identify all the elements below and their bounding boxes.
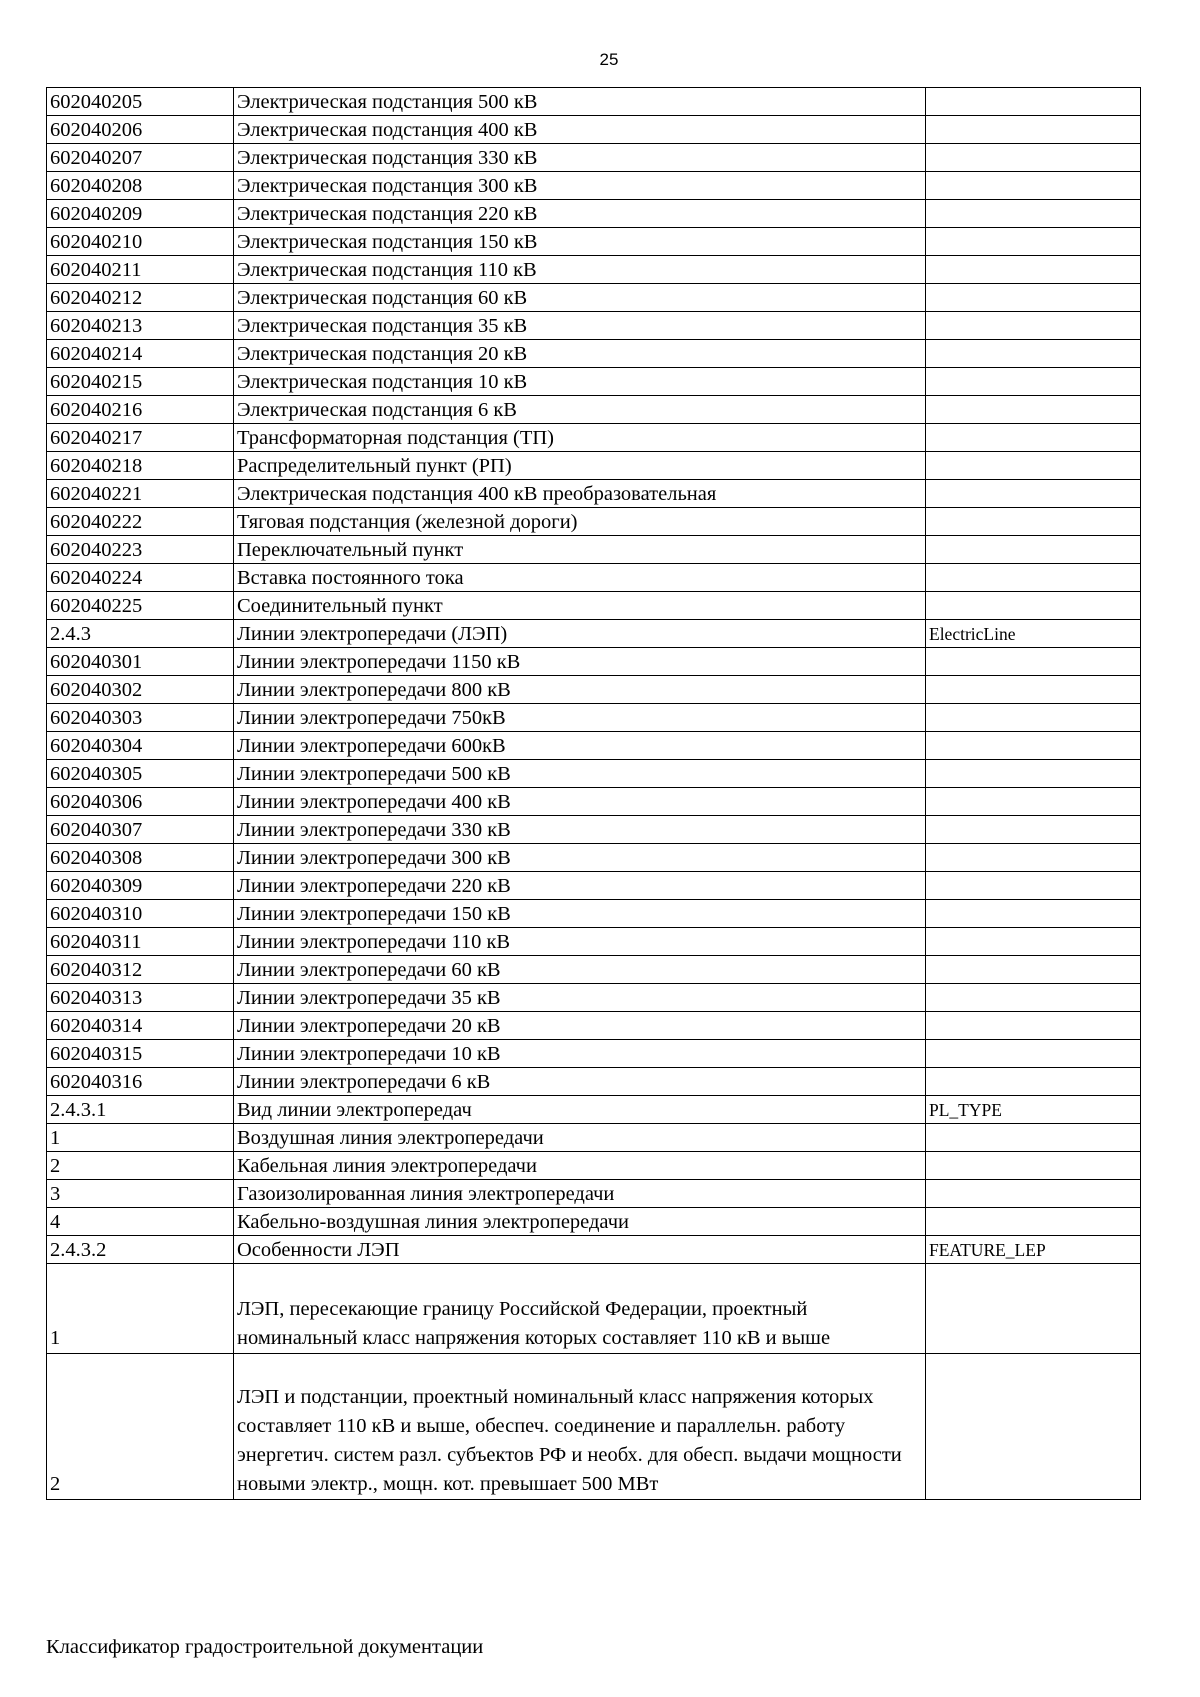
table-row: [47, 900, 1141, 928]
table-row: [47, 872, 1141, 900]
table-row: [47, 1180, 1141, 1208]
attribute-cell: [926, 116, 1141, 144]
attribute-cell: [926, 284, 1141, 312]
attribute-cell: [926, 676, 1141, 704]
table-row: [47, 1208, 1141, 1236]
attribute-cell: [926, 1124, 1141, 1152]
name-cell: Линии электропередачи 300 кВ: [234, 844, 926, 872]
code-cell: 602040221: [47, 480, 234, 508]
table-row: [47, 200, 1141, 228]
code-cell: 602040307: [47, 816, 234, 844]
code-cell: 602040222: [47, 508, 234, 536]
attribute-cell: [926, 1354, 1141, 1500]
table-row: [47, 1124, 1141, 1152]
name-cell: Электрическая подстанция 220 кВ: [234, 200, 926, 228]
attribute-cell: [926, 788, 1141, 816]
name-cell: Линии электропередачи 750кВ: [234, 704, 926, 732]
attribute-cell: [926, 396, 1141, 424]
table-row: [47, 312, 1141, 340]
name-cell: Электрическая подстанция 35 кВ: [234, 312, 926, 340]
attribute-cell: [926, 900, 1141, 928]
attribute-cell: [926, 508, 1141, 536]
attribute-cell: [926, 340, 1141, 368]
code-cell: 602040210: [47, 228, 234, 256]
classifier-table: [46, 87, 1141, 1500]
attribute-cell: [926, 1208, 1141, 1236]
code-cell: 1: [47, 1264, 234, 1354]
name-cell: Линии электропередачи 500 кВ: [234, 760, 926, 788]
name-cell: Линии электропередачи 800 кВ: [234, 676, 926, 704]
table-row: [47, 564, 1141, 592]
name-cell: Электрическая подстанция 60 кВ: [234, 284, 926, 312]
name-cell: Линии электропередачи 330 кВ: [234, 816, 926, 844]
table-row: [47, 1354, 1141, 1500]
attribute-cell: [926, 564, 1141, 592]
name-cell: Линии электропередачи 60 кВ: [234, 956, 926, 984]
code-cell: 602040208: [47, 172, 234, 200]
name-cell: Соединительный пункт: [234, 592, 926, 620]
attribute-cell: [926, 200, 1141, 228]
table-row: [47, 284, 1141, 312]
table-row: [47, 172, 1141, 200]
name-cell: Переключательный пункт: [234, 536, 926, 564]
code-cell: 602040306: [47, 788, 234, 816]
table-row: [47, 704, 1141, 732]
attribute-cell: [926, 480, 1141, 508]
code-cell: 602040216: [47, 396, 234, 424]
attribute-cell: [926, 1012, 1141, 1040]
name-cell: Линии электропередачи 35 кВ: [234, 984, 926, 1012]
code-cell: 602040211: [47, 256, 234, 284]
attribute-cell: [926, 956, 1141, 984]
table-row: [47, 536, 1141, 564]
table-row: [47, 732, 1141, 760]
name-cell: Электрическая подстанция 20 кВ: [234, 340, 926, 368]
code-cell: 2.4.3.2: [47, 1236, 234, 1264]
attribute-cell: [926, 872, 1141, 900]
name-cell: Воздушная линия электропередачи: [234, 1124, 926, 1152]
name-cell: ЛЭП, пересекающие границу Российской Федерации, проектный номинальный класс напряжения которых составляет 110 кВ и выше: [234, 1264, 926, 1354]
name-cell: Электрическая подстанция 300 кВ: [234, 172, 926, 200]
name-cell: Линии электропередачи 600кВ: [234, 732, 926, 760]
code-cell: 602040310: [47, 900, 234, 928]
attribute-cell: [926, 1264, 1141, 1354]
table-row: [47, 956, 1141, 984]
name-cell: Вставка постоянного тока: [234, 564, 926, 592]
attribute-cell: [926, 732, 1141, 760]
table-row: [47, 1152, 1141, 1180]
name-cell: Линии электропередачи 20 кВ: [234, 1012, 926, 1040]
code-cell: 602040301: [47, 648, 234, 676]
attribute-cell: [926, 844, 1141, 872]
code-cell: 602040304: [47, 732, 234, 760]
attribute-cell: FEATURE_LEP: [926, 1236, 1141, 1264]
code-cell: 2.4.3.1: [47, 1096, 234, 1124]
code-cell: 3: [47, 1180, 234, 1208]
attribute-cell: [926, 704, 1141, 732]
code-cell: 602040214: [47, 340, 234, 368]
name-cell: Электрическая подстанция 110 кВ: [234, 256, 926, 284]
name-cell: Электрическая подстанция 400 кВ преобразовательная: [234, 480, 926, 508]
table-row: [47, 396, 1141, 424]
name-cell: Линии электропередачи 1150 кВ: [234, 648, 926, 676]
name-cell: Кабельно-воздушная линия электропередачи: [234, 1208, 926, 1236]
attribute-cell: [926, 928, 1141, 956]
code-cell: 602040215: [47, 368, 234, 396]
attribute-cell: [926, 648, 1141, 676]
attribute-cell: [926, 984, 1141, 1012]
table-row: [47, 144, 1141, 172]
table-row: [47, 340, 1141, 368]
name-cell: Распределительный пункт (РП): [234, 452, 926, 480]
attribute-cell: [926, 368, 1141, 396]
table-row: [47, 1236, 1141, 1264]
table-row: [47, 592, 1141, 620]
code-cell: 2: [47, 1152, 234, 1180]
name-cell: Тяговая подстанция (железной дороги): [234, 508, 926, 536]
document-footer: Классификатор градостроительной документации: [46, 1636, 484, 1658]
name-cell: Электрическая подстанция 330 кВ: [234, 144, 926, 172]
table-row: [47, 1264, 1141, 1354]
code-cell: 602040218: [47, 452, 234, 480]
code-cell: 602040207: [47, 144, 234, 172]
attribute-cell: [926, 312, 1141, 340]
table-row: [47, 648, 1141, 676]
code-cell: 602040224: [47, 564, 234, 592]
table-row: [47, 228, 1141, 256]
table-row: [47, 984, 1141, 1012]
name-cell: Электрическая подстанция 400 кВ: [234, 116, 926, 144]
name-cell: Линии электропередачи 220 кВ: [234, 872, 926, 900]
name-cell: Газоизолированная линия электропередачи: [234, 1180, 926, 1208]
name-cell: Кабельная линия электропередачи: [234, 1152, 926, 1180]
table-row: [47, 1040, 1141, 1068]
attribute-cell: [926, 424, 1141, 452]
name-cell: Электрическая подстанция 6 кВ: [234, 396, 926, 424]
code-cell: 2.4.3: [47, 620, 234, 648]
table-row: [47, 256, 1141, 284]
attribute-cell: [926, 816, 1141, 844]
code-cell: 602040315: [47, 1040, 234, 1068]
name-cell: Электрическая подстанция 10 кВ: [234, 368, 926, 396]
attribute-cell: [926, 1068, 1141, 1096]
code-cell: 602040206: [47, 116, 234, 144]
code-cell: 602040308: [47, 844, 234, 872]
code-cell: 602040311: [47, 928, 234, 956]
table-row: [47, 368, 1141, 396]
name-cell: Линии электропередачи (ЛЭП): [234, 620, 926, 648]
attribute-cell: [926, 172, 1141, 200]
table-row: [47, 1096, 1141, 1124]
attribute-cell: [926, 1152, 1141, 1180]
table-row: [47, 788, 1141, 816]
name-cell: Линии электропередачи 400 кВ: [234, 788, 926, 816]
table-row: [47, 928, 1141, 956]
attribute-cell: [926, 256, 1141, 284]
name-cell: Линии электропередачи 110 кВ: [234, 928, 926, 956]
name-cell: Линии электропередачи 10 кВ: [234, 1040, 926, 1068]
name-cell: Особенности ЛЭП: [234, 1236, 926, 1264]
table-row: [47, 620, 1141, 648]
name-cell: Линии электропередачи 6 кВ: [234, 1068, 926, 1096]
table-row: [47, 508, 1141, 536]
code-cell: 602040225: [47, 592, 234, 620]
table-row: [47, 676, 1141, 704]
code-cell: 602040309: [47, 872, 234, 900]
code-cell: 602040213: [47, 312, 234, 340]
page-number: 25: [599, 50, 619, 69]
code-cell: 1: [47, 1124, 234, 1152]
table-row: [47, 1068, 1141, 1096]
code-cell: 602040223: [47, 536, 234, 564]
name-cell: ЛЭП и подстанции, проектный номинальный класс напряжения которых составляет 110 кВ и выше, обеспеч. соединение и параллельн. работу энергетич. систем разл. субъектов РФ и необх. для обесп. выдачи мощности новыми электр., мощн. кот. превышает 500 МВт: [234, 1354, 926, 1500]
name-cell: Трансформаторная подстанция (ТП): [234, 424, 926, 452]
attribute-cell: [926, 1040, 1141, 1068]
code-cell: 602040212: [47, 284, 234, 312]
table-row: [47, 452, 1141, 480]
code-cell: 602040316: [47, 1068, 234, 1096]
code-cell: 602040312: [47, 956, 234, 984]
attribute-cell: ElectricLine: [926, 620, 1141, 648]
attribute-cell: [926, 144, 1141, 172]
attribute-cell: [926, 536, 1141, 564]
table-row: [47, 116, 1141, 144]
name-cell: Вид линии электропередач: [234, 1096, 926, 1124]
table-row: [47, 424, 1141, 452]
code-cell: 602040217: [47, 424, 234, 452]
code-cell: 602040302: [47, 676, 234, 704]
attribute-cell: [926, 88, 1141, 116]
attribute-cell: [926, 760, 1141, 788]
code-cell: 602040205: [47, 88, 234, 116]
name-cell: Электрическая подстанция 500 кВ: [234, 88, 926, 116]
attribute-cell: [926, 452, 1141, 480]
attribute-cell: [926, 592, 1141, 620]
attribute-cell: [926, 228, 1141, 256]
table-row: [47, 480, 1141, 508]
attribute-cell: [926, 1180, 1141, 1208]
table-row: [47, 816, 1141, 844]
name-cell: Линии электропередачи 150 кВ: [234, 900, 926, 928]
table-row: [47, 1012, 1141, 1040]
table-row: [47, 760, 1141, 788]
code-cell: 602040209: [47, 200, 234, 228]
attribute-cell: PL_TYPE: [926, 1096, 1141, 1124]
code-cell: 602040305: [47, 760, 234, 788]
table-row: [47, 844, 1141, 872]
code-cell: 602040313: [47, 984, 234, 1012]
table-row: [47, 88, 1141, 116]
code-cell: 602040314: [47, 1012, 234, 1040]
code-cell: 602040303: [47, 704, 234, 732]
name-cell: Электрическая подстанция 150 кВ: [234, 228, 926, 256]
code-cell: 2: [47, 1354, 234, 1500]
code-cell: 4: [47, 1208, 234, 1236]
